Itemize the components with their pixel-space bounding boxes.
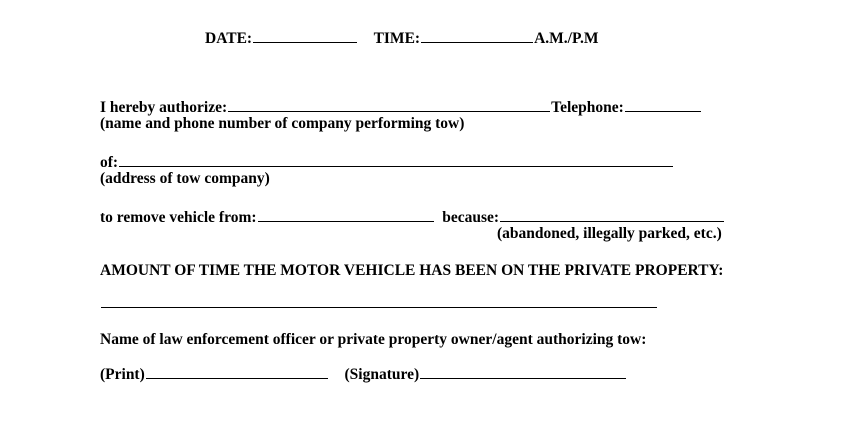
officer-heading: Name of law enforcement officer or private property owner/agent authorizing tow: xyxy=(100,331,647,348)
print-signature-row xyxy=(100,364,627,384)
amount-row xyxy=(100,293,658,313)
ampm-label: A.M./P.M xyxy=(534,30,599,47)
print-field[interactable] xyxy=(146,364,328,379)
signature-label: (Signature) xyxy=(344,366,420,383)
print-label: (Print) xyxy=(100,366,145,383)
amount-field[interactable] xyxy=(101,293,657,308)
remove-row xyxy=(100,207,725,227)
date-label: DATE: xyxy=(205,30,253,47)
because-label: because: xyxy=(442,209,500,226)
of-label: of: xyxy=(100,154,119,171)
amount-heading: AMOUNT OF TIME THE MOTOR VEHICLE HAS BEEN ON THE PRIVATE PROPERTY: xyxy=(100,262,724,279)
remove-label: to remove vehicle from: xyxy=(100,209,257,226)
signature-field[interactable] xyxy=(420,364,626,379)
time-field[interactable] xyxy=(421,28,533,43)
authorize-hint: (name and phone number of company performing tow) xyxy=(100,115,465,132)
telephone-label: Telephone: xyxy=(551,99,624,116)
date-time-row xyxy=(205,28,599,48)
address-hint: (address of tow company) xyxy=(100,170,270,187)
time-label: TIME: xyxy=(373,30,421,47)
location-field[interactable] xyxy=(258,207,434,222)
reason-hint: (abandoned, illegally parked, etc.) xyxy=(497,225,722,242)
of-row xyxy=(100,152,674,172)
telephone-field[interactable] xyxy=(625,97,701,112)
reason-field[interactable] xyxy=(500,207,724,222)
authorize-label: I hereby authorize: xyxy=(100,99,228,116)
address-field[interactable] xyxy=(119,152,673,167)
date-field[interactable] xyxy=(253,28,357,43)
authorize-field[interactable] xyxy=(228,97,550,112)
authorize-row xyxy=(100,97,702,117)
